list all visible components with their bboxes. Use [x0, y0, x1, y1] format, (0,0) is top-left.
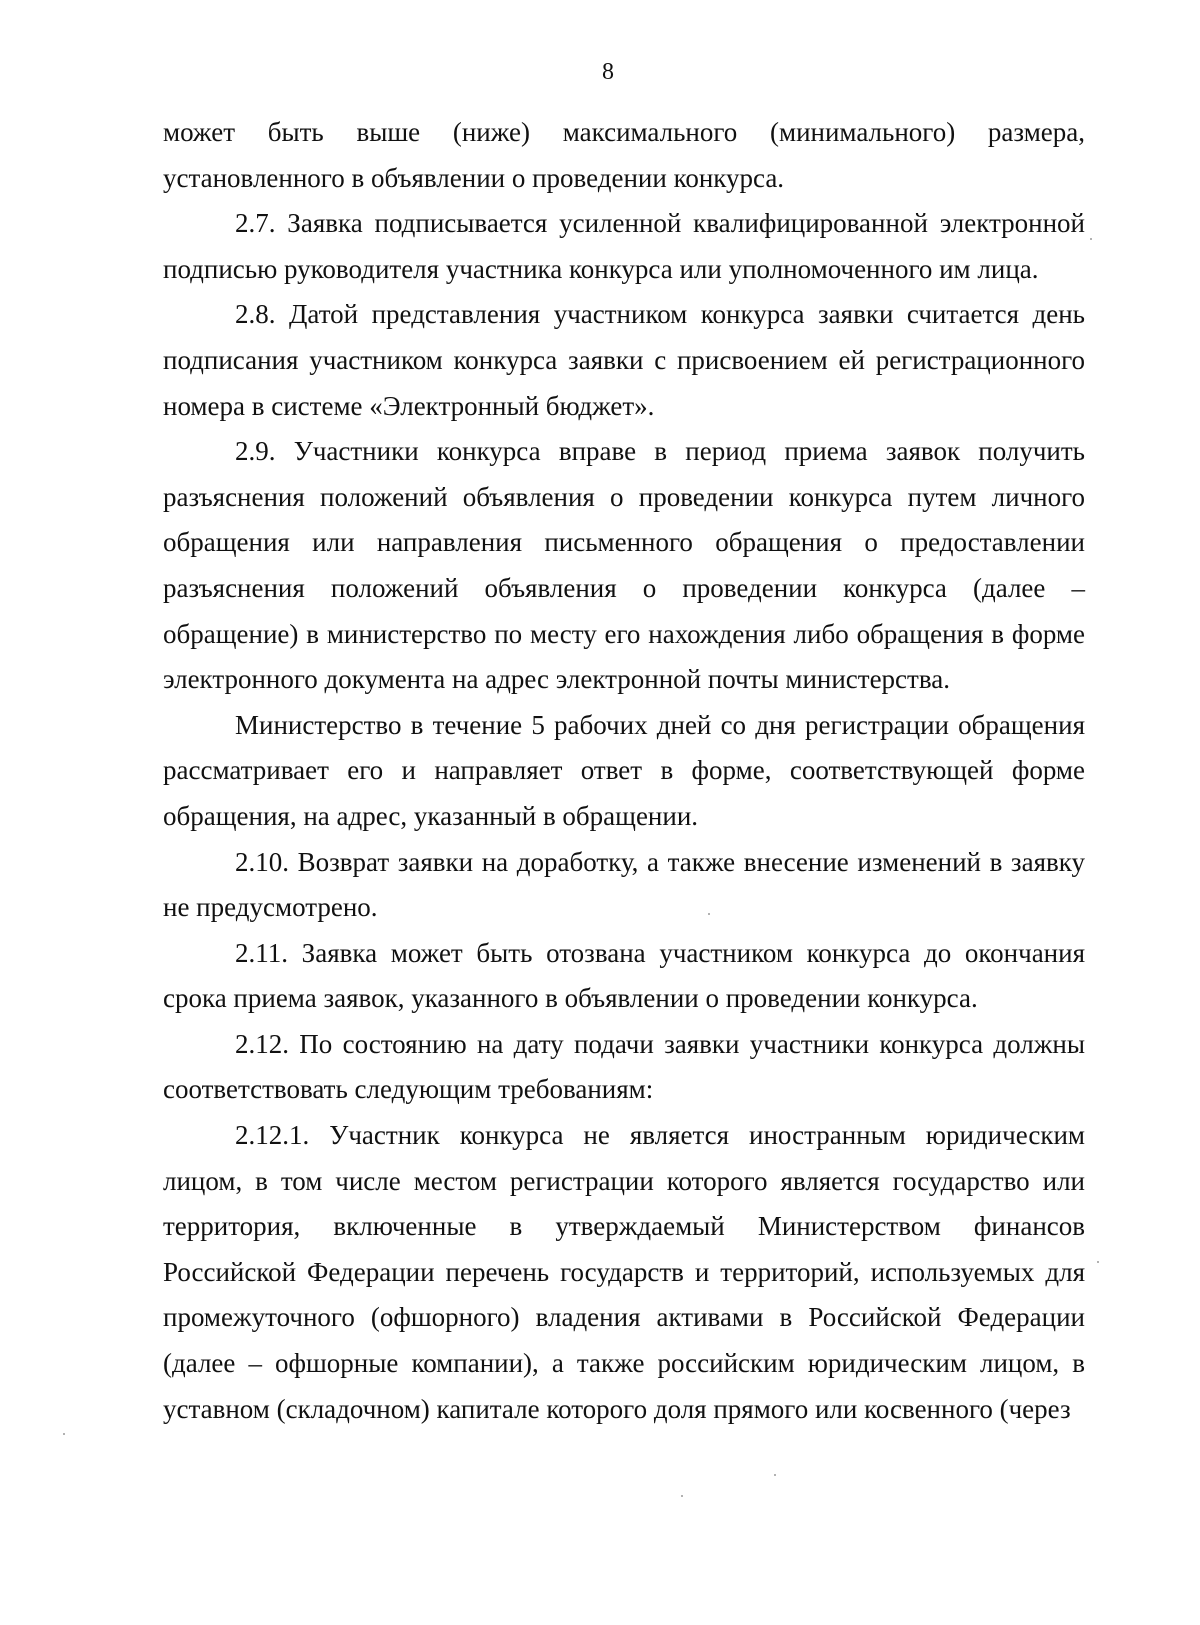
paragraph-2-7: 2.7. Заявка подписывается усиленной квалифицированной электронной подписью руководителя участника конкурса или уполномоченного им лица.	[163, 208, 1085, 284]
paragraph-2-9: 2.9. Участники конкурса вправе в период приема заявок получить разъяснения положений объявления о проведении конкурса путем личного обращения или направления письменного обращения о предоставлении разъяснения положений объявления о проведении конкурса (далее – обращение) в министерство по месту его нахождения либо обращения в форме электронного документа на адрес электронной почты министерства.	[163, 436, 1085, 695]
scan-speck	[708, 913, 710, 915]
paragraph-continuation: может быть выше (ниже) максимального (минимального) размера, установленного в объявлении о проведении конкурса.	[163, 117, 1085, 193]
scan-speck	[774, 1474, 776, 1476]
paragraph-2-8: 2.8. Датой представления участником конкурса заявки считается день подписания участником конкурса заявки с присвоением ей регистрационного номера в системе «Электронный бюджет».	[163, 299, 1085, 421]
document-body	[163, 110, 1085, 1432]
paragraph-2-11: 2.11. Заявка может быть отозвана участником конкурса до окончания срока приема заявок, указанного в объявлении о проведении конкурса.	[163, 937, 1085, 1014]
paragraph-2-12-1: 2.12.1. Участник конкурса не является иностранным юридическим лицом, в том числе местом регистрации которого является государство или территория, включенные в утверждаемый Министерством финансов Российской Федерации перечень государств и территорий, используемых для промежуточного (офшорного) владения активами в Российской Федерации (далее – офшорные компании), а также российским юридическим лицом, в уставном (складочном) капитале которого доля прямого или косвенного (через	[163, 1120, 1085, 1424]
paragraph-2-10: 2.10. Возврат заявки на доработку, а также внесение изменений в заявку не предусмотрено.	[163, 846, 1085, 923]
scan-speck	[681, 1495, 683, 1497]
scan-speck	[1097, 1261, 1099, 1263]
paragraph-2-12: 2.12. По состоянию на дату подачи заявки участники конкурса должны соответствовать следующим требованиям:	[163, 1028, 1085, 1105]
paragraph-ministry-response: Министерство в течение 5 рабочих дней со дня регистрации обращения рассматривает его и направляет ответ в форме, соответствующей форме обращения, на адрес, указанный в обращении.	[163, 709, 1085, 831]
page-number: 8	[602, 59, 614, 85]
scan-speck	[63, 1433, 65, 1435]
scan-speck	[1090, 238, 1092, 240]
